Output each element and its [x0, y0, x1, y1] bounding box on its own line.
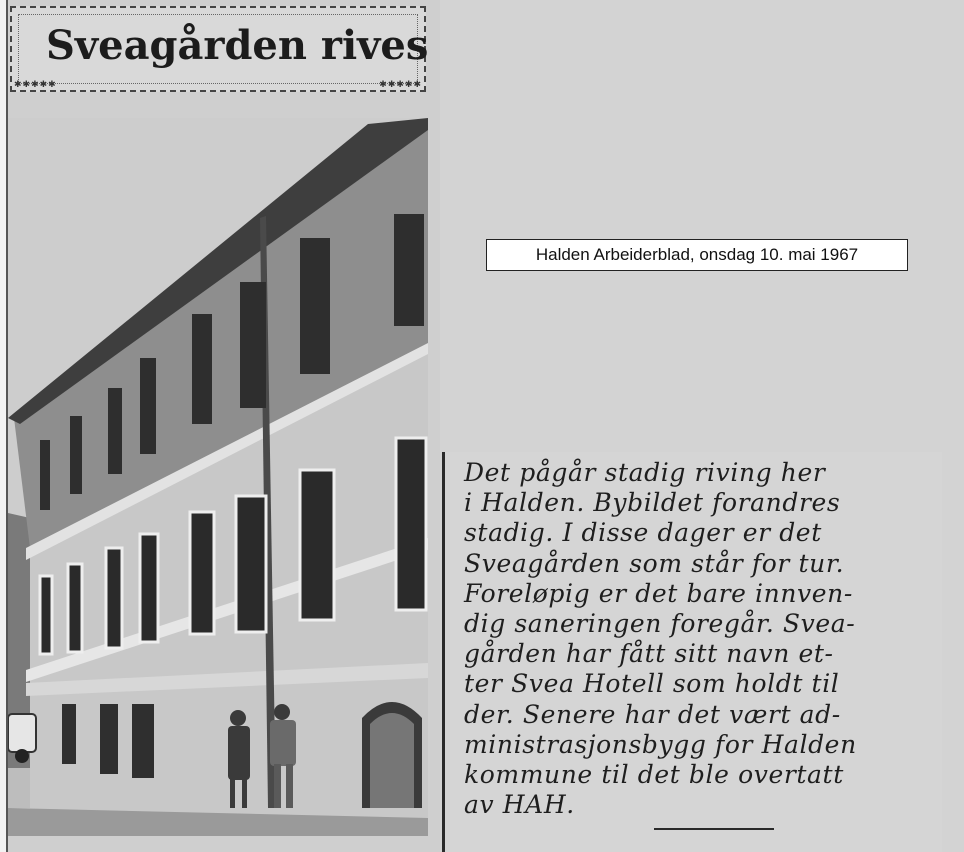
article-line: ter Svea Hotell som holdt til: [464, 669, 840, 699]
article-line: i Halden. Bybildet forandres: [464, 488, 841, 518]
article-line: Foreløpig er det bare innven-: [464, 578, 853, 608]
building-photo: [8, 118, 428, 836]
column-divider: [442, 452, 445, 852]
star-border-right: ✱✱✱✱✱: [379, 80, 422, 90]
headline-box: [10, 6, 429, 92]
article-line: dig saneringen foregår. Svea-: [464, 608, 856, 638]
article-line: Det pågår stadig riving her: [464, 458, 826, 487]
article-line: der. Senere har det vært ad-: [464, 699, 841, 729]
article-line: av HAH.: [464, 790, 575, 820]
article-line: stadig. I disse dager er det: [464, 518, 822, 548]
building-photo-illustration: [8, 118, 428, 836]
article-end-rule: [654, 828, 774, 830]
article-column: [442, 452, 942, 852]
article-line: Sveagården som står for tur.: [464, 548, 845, 578]
article-body: [464, 458, 934, 820]
article-line: ministrasjonsbygg for Halden: [464, 729, 857, 759]
article-line: gården har fått sitt navn et-: [464, 639, 834, 669]
headline: Sveagården rives: [46, 22, 429, 69]
source-caption: Halden Arbeiderblad, onsdag 10. mai 1967: [486, 239, 908, 271]
star-border-left: ✱✱✱✱✱: [14, 80, 57, 90]
article-line: kommune til det ble overtatt: [464, 759, 844, 789]
